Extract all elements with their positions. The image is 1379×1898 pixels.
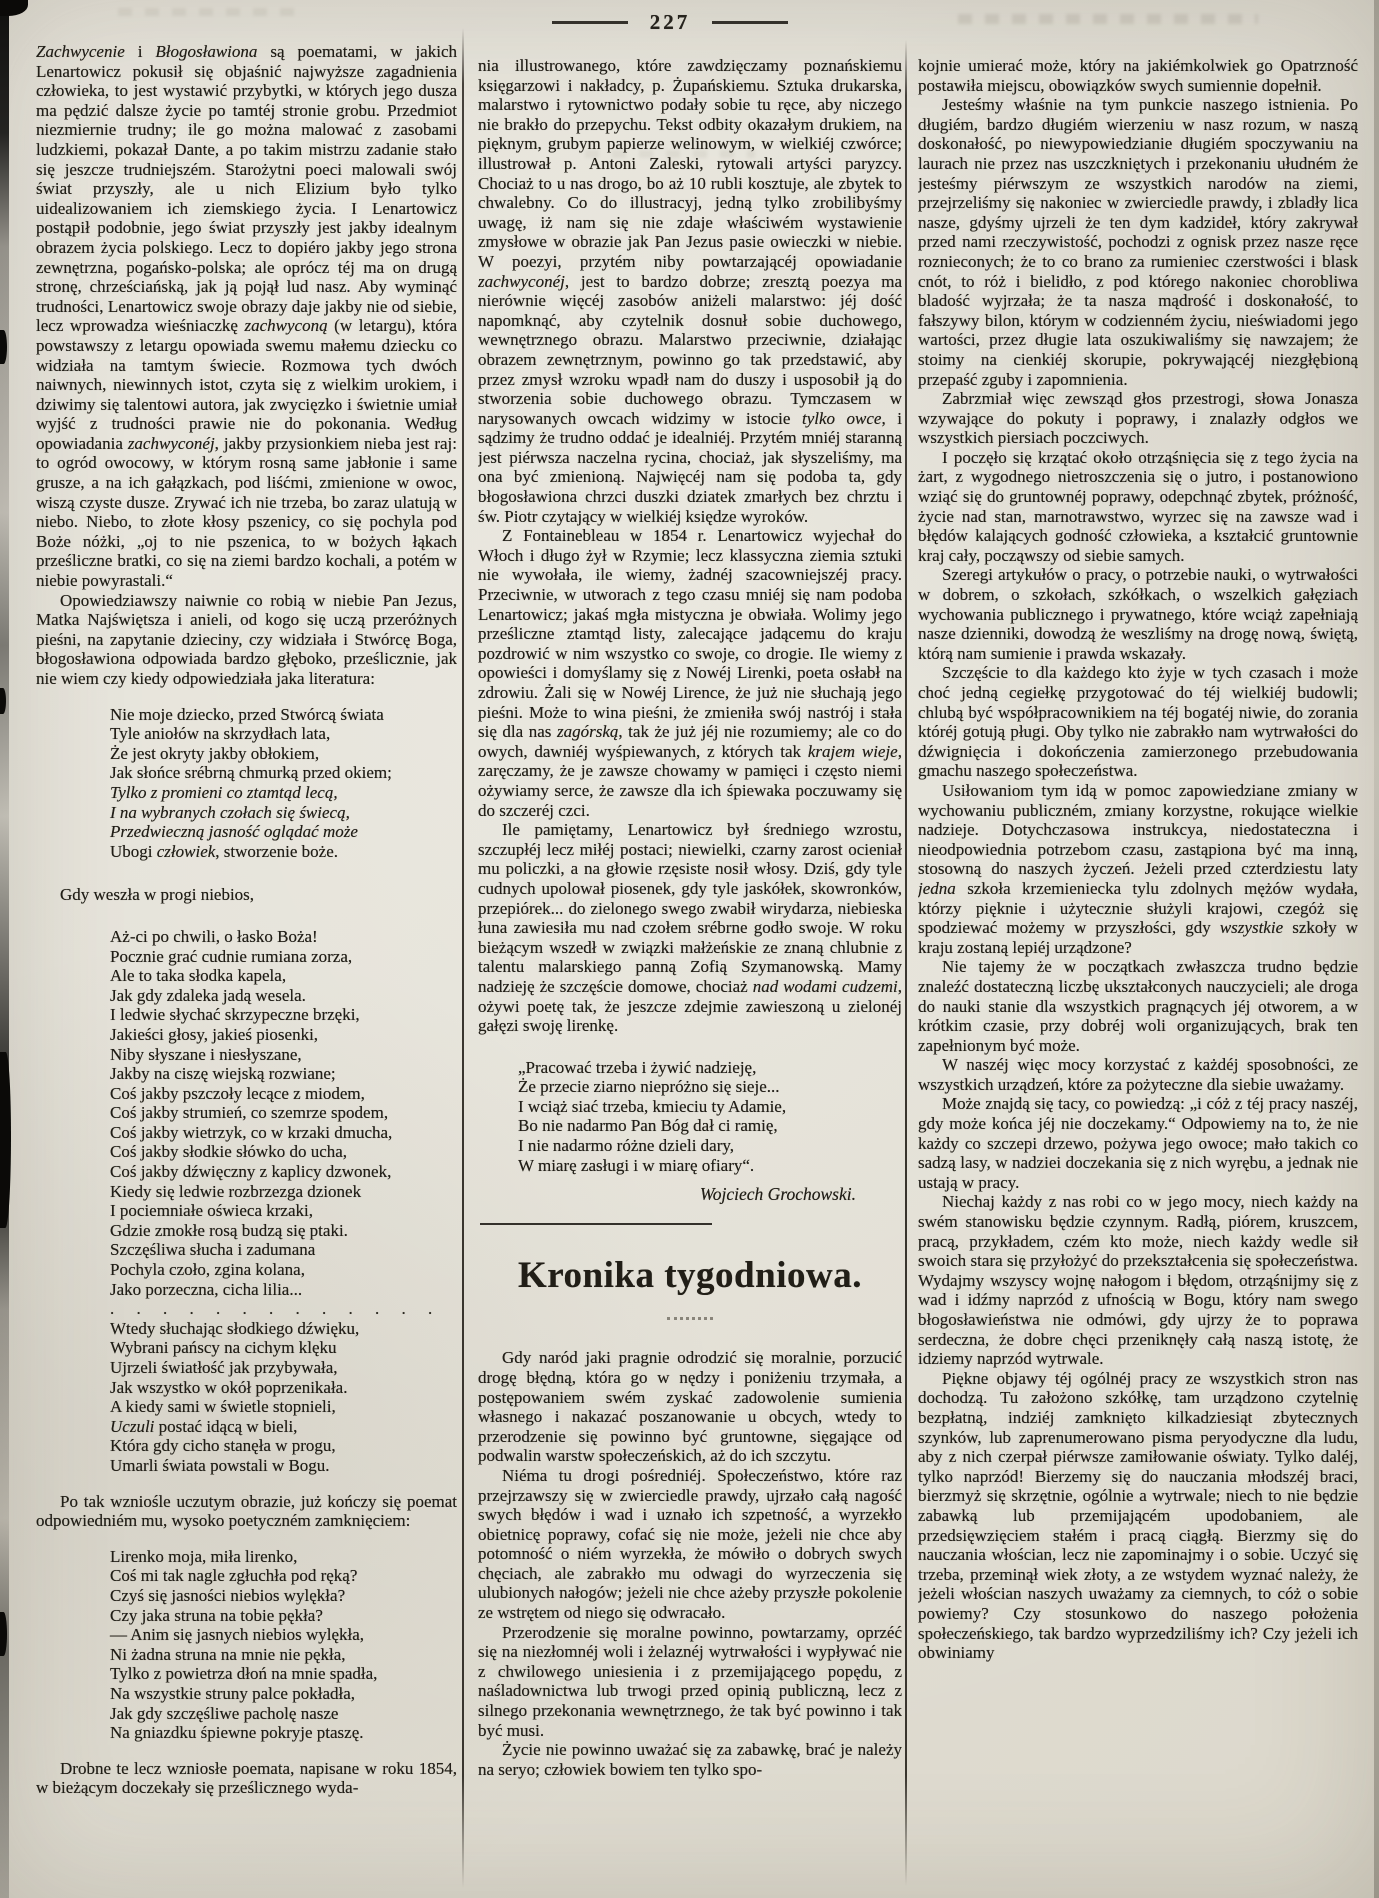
verse-line: Jakby na ciszę wiejską rozwiane; xyxy=(110,1064,336,1084)
verse-block xyxy=(110,1547,457,1743)
paragraph: Niéma tu drogi pośredniéj. Społeczeństwo, które raz przejrzawszy się w zwierciedle prawdy, ujrzało całą nagość swych błędów i wad i uznało ich szpetność, a wyrzekło obietnicę poprawy, cofać się nie może, jeżeli nie chce aby potomność o niém wyrzekła, że mówiło o dobrych swych chęciach, ale zabrakło mu odwagi do wyrzeczenia się ulubionych nałogów; jeżeli nie chce ażeby przyszłe pokolenie ze wstrętem od niego się odwracało. xyxy=(478,1465,902,1623)
paragraph: Gdy naród jaki pragnie odrodzić się moralnie, porzucić drogę błędną, która go w nędzy i poniżeniu trzymała, a postępowaniem swém zyskać zadowolenie sumienia własnego i nakazać poszanowanie u obcych, wtedy to przerodzenie się powinno być gruntowne, sięgające od podwalin warstw społeczeńskich, aż do ich szczytu. xyxy=(478,1348,902,1466)
verse-line: I wciąż siać trzeba, kmieciu ty Adamie, xyxy=(518,1096,787,1116)
paragraph: Ile pamiętamy, Lenartowicz był średniego wzrostu, szczupłéj lecz miłéj postaci; niewielki, czarny zarost ocieniał mu policzki, a na głowie rzęsiste nosił włosy. Dziś, gdy tyle cudnych upolował piosenek, gdy tyle jaskółek, skowronków, przepiórek... do zielonego swego zwabił wirydarza, niebieska łuna zawiesiła mu nad czołem srébrne godło swoje. W roku bieżącym wszedł w związki małżeńskie ze znaną chlubnie z talentu malarskiego panną Zofią Szymanowską. Mamy nadzieję że szczęście domowe, chociaż nad wodami cudzemi, ożywi poetę tak, że jeszcze zdejmie zawieszoną u zielonéj gałęzi swoję lirenkę. xyxy=(478,820,902,1036)
verse-line: Jak wszystko w okół poprzenikała. xyxy=(110,1377,348,1397)
paragraph: Zachwycenie i Błogosławiona są poematami, w jakich Lenartowicz pokusił się objaśnić najwyższe zagadnienia człowieka, to jest wystawić przybytki, w których jego dusza ma pędzić dalsze życie po tamtéj stronie grobu. Przedmiot niezmiernie trudny; ile go można malować z zasobami ludzkiemi, pokazał Dante, a po takim mistrzu zadanie stało się jeszcze trudniejszém. Starożytni poeci malowali swój świat przyszły, ale u nich Elizium było tylko uidealizowaniem ich ziemskiego życia. I Lenartowicz postąpił podobnie, jego świat przyszły jest jakby idealnym obrazem życia polskiego. Lecz to dopiéro jakby jego strona zewnętrzna, pogańsko-polska; ale oprócz téj ma on drugą stronę, chrześciańską, jak ją pojął lud nasz. Aby wyminąć trudności, Lenartowicz swoje obrazy daje jakby nie od siebie, lecz wprowadza wieśniaczkę zachwyconą (w letargu), która powstawszy z letargu opowiada swemu małemu dziecku co widziała na tamtym świecie. Rozmowa tych dwóch naiwnych, niewinnych istot, czyta się z wielkim urokiem, i dziwimy się talentowi autora, jak zwycięzko i świetnie umiał wyjść z trudności prawie nie do pokonania. Według opowiadania zachwyconéj, jakby przysionkiem nieba jest raj: to ogród owocowy, w którym rosną same jabłonie i same grusze, a na ich gałązkach, pod liśćmi, zmienione w owoc, wiszą czyste dusze. Zrywać ich nie trzeba, bo zaraz ulatują w niebo. Niebo, to złote kłosy pszenicy, co się pochyla pod Boże nóżki, „oj to nie pszenica, to w bożych łąkach prześliczne bratki, co się na ziemi bardzo kochali, a potém w niebie powyrastali.“ xyxy=(36,42,457,591)
verse-line: Coś jakby pszczoły lecące z miodem, xyxy=(110,1083,365,1103)
scan-edge-artifact-right xyxy=(1374,0,1379,1898)
verse-line: Tyle aniołów na skrzydłach lata, xyxy=(110,724,331,744)
verse-line: Jak gdy szczęśliwe pacholę nasze xyxy=(110,1703,339,1723)
verse-line: Coś jakby wietrzyk, co w krzaki dmucha, xyxy=(110,1122,393,1142)
paragraph: Jesteśmy właśnie na tym punkcie naszego istnienia. Po długiém, bardzo długiém wierzeniu w nasz rozum, w naszą doskonałość, po niewypowiedzianie długiém spoczywaniu na laurach nie przez nas uszczkniętych i przekonaniu ułudném że jesteśmy piérwszym ze wszystkich narodów na ziemi, przejrzeliśmy się nakoniec w zwierciedle prawdy, i zbladły lica nasze, gdyśmy ujrzeli że ten dym kadzideł, który zakrywał przed nami rzeczywistość, pochodzi z ognisk przez nasze ręce roznieconych; że to co brano za rumieniec czerstwości i blask cnót, to róż i bielidło, z pod którego nakoniec chorobliwa bladość wyjrzała; że ta nasza mądrość i doskonałość, to fałszywy bilon, którym w codzienném życiu, nieświadomi jego wartości, przez długie lata oszukiwaliśmy się nawzajem; że stoimy na cienkiéj skorupie, pokrywającéj niezgłębioną przepaść zguby i zapomnienia. xyxy=(918,95,1358,389)
paragraph: W naszéj więc mocy korzystać z każdéj sposobności, ze wszystkich urządzeń, które za pożyteczne dla siebie uważamy. xyxy=(918,1055,1358,1094)
column-divider xyxy=(905,40,907,1886)
page-header xyxy=(520,10,820,35)
verse-block xyxy=(110,705,457,862)
verse-line: Nie moje dziecko, przed Stwórcą świata xyxy=(110,704,384,724)
column-1 xyxy=(36,42,457,1852)
scan-ink-blob xyxy=(0,1052,11,1228)
verse-line: Że jest okryty jakby obłokiem, xyxy=(110,743,320,763)
paragraph: Po tak wzniośle uczutym obrazie, już kończy się poemat odpowiedniém mu, wysoko poetyczném zamknięciem: xyxy=(36,1491,457,1531)
verse-line: Gdzie zmokłe rosą budzą się ptaki. xyxy=(110,1220,348,1240)
show-through-smudge xyxy=(118,8,303,16)
verse-line: W miarę zasługi i w miarę ofiary“. xyxy=(518,1155,755,1175)
verse-line: Która gdy cicho stanęła w progu, xyxy=(110,1436,336,1456)
verse-line: Wtedy słuchając słodkiego dźwięku, xyxy=(110,1318,360,1338)
paragraph: Niechaj każdy z nas robi co w jego mocy, niech każdy na swém stanowisku będzie czynnym. Radłą, piórem, kruszcem, pracą, przykładem, czém kto może, niech każdy wedle sił swoich stara się przyłożyć do przekształcenia się społeczeństwa. Wydajmy wszyscy wojnę nałogom i błędom, otrząśnijmy się z wad i idźmy naprzód z ufnością w Bogu, który nam swego błogosławieństwa nie odmówi, gdy ujrzy że to poprawa serdeczna, że dobre chęci przeniknęły całą naszą istotę, że idziemy naprzód wytrwale. xyxy=(918,1192,1358,1369)
verse-line: Kiedy się ledwie rozbrzezga dzionek xyxy=(110,1181,362,1201)
paragraph: Szeregi artykułów o pracy, o potrzebie nauki, o wytrwałości w dobrem, o szkołach, szkółkach, o wszelkich gałęziach wychowania publicznego i prywatnego, które wciąż zapełniają nasze dzienniki, dowodzą że weszliśmy na drogę nową, świętą, którą nam sumienie i prawda wskazały. xyxy=(918,565,1358,663)
verse-line: Jako porzeczna, cicha lilia... xyxy=(110,1279,303,1299)
paragraph: Piękne objawy téj ogólnéj pracy ze wszystkich stron nas dochodzą. Tu założono szkółkę, tam urządzono czytelnię bezpłatną, indziéj zamknięto kilkadziesiąt zbytecznych szynków, lub zaprenumerowano pisma peryodyczne dla ludu, aby z nich czerpał piérwsze zamiłowanie oświaty. Tylko daléj, tylko naprzód! Bierzemy się do nauczania młodszéj braci, bierzmyż się skrzętnie, ogólnie a wytrwale; niech to nie będzie zabawką lub przemijającém upodobaniem, ale przedsięwzięciem stałém i pracą ciągłą. Bierzmy się do nauczania włościan, lecz nie zapominajmy i o sobie. Uczyć się trzeba, przeminął wiek złoty, a ze wstydem wyznać należy, że jeżeli włościan naszych uważamy za ciemnych, to cóż o sobie powiemy? Czy stosunkowo do naszego położenia społeczeńskiego, tak bardzo wyprzedziliśmy ich? Czy jeżeli ich obwiniamy xyxy=(918,1368,1358,1663)
verse-line: Ubogi człowiek, stworzenie boże. xyxy=(110,841,339,861)
verse-line: Czyś się jasności niebios wylękła? xyxy=(110,1585,346,1605)
paragraph: Może znajdą się tacy, co powiedzą: „i cóż z téj pracy naszéj, gdy może końca jéj nie doczekamy.“ Odpowiemy na to, że nie każdy co szczepi drzewo, pożywa jego owoce; mało takich co sadzą lasy, w nadziei doczekania się z nich wyrębu, a jednak nie ustają w pracy. xyxy=(918,1094,1358,1192)
verse-line: I nie nadarmo różne dzieli dary, xyxy=(518,1136,735,1156)
verse-line: Na gniazdku śpiewne pokryje ptaszę. xyxy=(110,1723,364,1743)
paragraph: Przerodzenie się moralne powinno, powtarzamy, oprzéć się na niezłomnéj woli i żelaznéj wytrwałości i wypływać nie z chwilowego uniesienia i z przemijającego popędu, z naśladownictwa lub trwogi przed opinią publiczną, lecz z silnego przekonania wewnętrznego, że tak być powinno i tak być musi. xyxy=(478,1622,902,1740)
paragraph: Życie nie powinno uważać się za zabawkę, brać je należy na seryo; człowiek bowiem ten tylko spo- xyxy=(478,1740,902,1779)
section-heading: Kronika tygodniowa. xyxy=(518,1255,862,1297)
paragraph: Nie tajemy że w początkach zwłaszcza trudno będzie znaleźć dostateczną liczbę ukształconych nauczycieli; ale droga do nauki stanie dla wszystkich pragnących jéj otworem, a w krótkim czasie, przy dobréj woli organizujących, brak ten zapełnionym być może. xyxy=(918,957,1358,1055)
verse-line: I pociemniałe oświeca krzaki, xyxy=(110,1201,313,1221)
scan-ink-blob xyxy=(0,0,28,16)
author-signature: Wojciech Grochowski. xyxy=(699,1184,856,1205)
ornament-mark xyxy=(667,1317,713,1320)
verse-line: I ledwie słychać skrzypeczne brzęki, xyxy=(110,1005,360,1025)
header-dash-left xyxy=(552,21,628,24)
show-through-smudge xyxy=(958,14,1258,24)
separator-rule xyxy=(480,1223,712,1226)
verse-line: Umarli świata powstali w Bogu. xyxy=(110,1455,330,1475)
verse-line: A kiedy sami w świetle stopnieli, xyxy=(110,1397,336,1417)
verse-line: „Pracować trzeba i żywić nadzieję, xyxy=(518,1057,757,1077)
verse-line: Coś jakby strumień, co szemrze spodem, xyxy=(110,1103,389,1123)
verse-block xyxy=(110,927,457,1476)
scan-ink-blob xyxy=(0,1612,7,1656)
paragraph: kojnie umierać może, który na jakiémkolwiek go Opatrzność postawiła miejscu, obowiązków swych sumiennie dopełnił. xyxy=(918,56,1358,95)
column-3 xyxy=(918,56,1358,1804)
paragraph: Zabrzmiał więc zewsząd głos przestrogi, słowa Jonasza wzywające do pokuty i poprawy, i znalazły odgłos we wszystkich piersiach poczciwych. xyxy=(918,389,1358,448)
verse-line: Tylko z powietrza dłoń na mnie spadła, xyxy=(110,1664,378,1684)
paragraph: Drobne te lecz wzniosłe poemata, napisane w roku 1854, w bieżącym doczekały się prześlicznego wyda- xyxy=(36,1758,457,1798)
verse-line: Aż-ci po chwili, o łasko Boża! xyxy=(110,926,318,946)
verse-line: Pocznie grać cudnie rumiana zorza, xyxy=(110,946,353,966)
paragraph: Usiłowaniom tym idą w pomoc zapowiedziane zmiany w wychowaniu publiczném, zmiany korzystne, rokujące wielkie nadzieje. Dotychczasowa instrukcya, niedostateczna i nieodpowiednia potrzebom czasu, zastąpiona być ma inną, stosowną do naszych życzeń. Jeżeli przed czterdziestu laty jedna szkoła krzemieniecka tylu zdolnych mężów wydała, którzy pięknie i użytecznie służyli krajowi, czegóż się spodziewać możemy w przyszłości, gdy wszystkie szkoły w kraju zostaną lepiéj urządzone? xyxy=(918,780,1358,957)
verse-line: Wybrani pańscy na cichym klęku xyxy=(110,1338,337,1358)
verse-line: Pochyla czoło, zgina kolana, xyxy=(110,1260,305,1280)
verse-line: Niby słyszane i niesłyszane, xyxy=(110,1044,302,1064)
verse-line: — Anim się jasnych niebios wylękła, xyxy=(110,1625,365,1645)
verse-line: Że przecie ziarno niepróżno się sieje... xyxy=(518,1077,780,1097)
paragraph: nia illustrowanego, które zawdzięczamy poznańskiemu księgarzowi i nakładcy, p. Żupańskiemu. Sztuka drukarska, malarstwo i rytownictwo podały sobie tu ręce, aby niczego nie brakło do przepychu. Tekst odbity okazałym drukiem, na pięknym, grubym papierze welinowym, w wielkiéj czwórce; illustrował p. Antoni Zaleski, rytowali artyści paryzcy. Chociaż to u nas drogo, bo aż 10 rubli kosztuje, ale zbytek to chwalebny. Co do illustracyj, jedną tylko zrobilibyśmy uwagę, iż nam się nie zdaje właściwém wystawienie zmysłowe w obrazie jak Pan Jezus pasie owieczki w niebie. W poezyi, przytém niby powtarzającéj opowiadanie zachwyconéj, jest to bardzo dobrze; zresztą poezya ma nierównie więcéj zasobów aniżeli malarstwo: jéj dość napomknąć, aby czytelnik dosnuł sobie duchowego, wewnętrznego obrazu. Malarstwo przeciwnie, działając obrazem zewnętrznym, powinno go tak przedstawić, aby przez zmysł wzroku wpadł nam do duszy i usposobił ją do stworzenia sobie duchowego obrazu. Tymczasem w narysowanych owcach widzimy w istocie tylko owce, i sądzimy że trudno oddać je idealniéj. Przytém mniéj staranną jest piérwsza naczelna rycina, chociaż, jak słyszeliśmy, ma ona być zmienioną. Najwięcéj nam się podoba ta, gdy błogosławiona chrzci duszki dziatek zmarłych bez chrztu i św. Piotr czytający w wielkiéj księdze wyroków. xyxy=(478,56,902,526)
verse-block xyxy=(518,1058,902,1176)
verse-line: I na wybranych czołach się świecą, xyxy=(110,802,350,822)
verse-line: Na wszystkie struny palce pokładła, xyxy=(110,1683,356,1703)
verse-line: Gdy weszła w progi niebios, xyxy=(60,885,255,905)
verse-line: Coś jakby dźwięczny z kaplicy dzwonek, xyxy=(110,1162,392,1182)
verse-line: Coś jakby słodkie słówko do ucha, xyxy=(110,1142,348,1162)
ellipsis-row: . . . . . . . . . . . . . xyxy=(110,1299,442,1319)
verse-line: Czy jaka struna na tobie pękła? xyxy=(110,1605,323,1625)
verse-line: Uczuli postać idącą w bieli, xyxy=(110,1416,298,1436)
paragraph: I poczęło się krzątać około otrząśnięcia się z tego życia na żart, z wygodnego nietroszczenia się o jutro, i postanowiono wziąć się do gruntownéj poprawy, odepchnąć zbytek, próżność, życie nad stan, marnotrawstwo, wyrzec się na zawsze wad i błędów kalających godność człowieka, a kształcić gruntownie kraj cały, począwszy od siebie samych. xyxy=(918,447,1358,565)
verse-line: Ni żadna struna na mnie nie pękła, xyxy=(110,1644,346,1664)
verse-line: Jak gdy zdaleka jadą wesela. xyxy=(110,985,306,1005)
scan-ink-blob xyxy=(0,330,7,364)
verse-line: Przedwieczną jasność oglądać może xyxy=(110,822,358,842)
paragraph: Z Fontainebleau w 1854 r. Lenartowicz wyjechał do Włoch i długo żył w Rzymie; lecz klassyczna ziemia sztuki nie wywołała, ile wiemy, żadnéj szacowniejszéj pracy. Przeciwnie, w utworach z tego czasu mniéj się nam podoba Lenartowicz; jakaś mgła mistyczna je obwiała. Wolimy jego prześliczne ztamtąd listy, zalecające jadącemu do kraju pozdrowić w nim wszystko co swoje, co drogie. Ile wiemy z opowieści i domyślamy się z Nowéj Lirenki, poeta osłabł na zdrowiu. Żali się w Nowéj Lirence, że już nie słuchają jego pieśni. Może to wina pieśni, że zmieniła swój nastrój i stała się dla nas zagórską, tak że już jéj nie rozumiemy; ale co do owych, dawniéj wyśpiewanych, z których tak krajem wieje, zaręczamy, że je zawsze chowamy w pamięci i często niemi ożywiamy serce, że zawsze dla ich śpiewaka poczuwamy się do szczeréj czci. xyxy=(478,526,902,820)
scan-ink-blob xyxy=(0,688,6,714)
verse-line: Ale to taka słodka kapela, xyxy=(110,966,287,986)
verse-line: Bo nie nadarmo Pan Bóg dał ci ramię, xyxy=(518,1116,778,1136)
verse-line: Szczęśliwa słucha i zadumana xyxy=(110,1240,316,1260)
verse-line: Jakieści głosy, jakieś piosenki, xyxy=(110,1024,319,1044)
paragraph: Szczęście to dla każdego kto żyje w tych czasach i może choć jedną cegiełkę przygotować do téj wielkiéj budowli; chlubą być współpracownikiem na téj bogatéj niwie, do zorania któréj gotują pługi. Oby tylko nie zabrakło nam wytrwałości do dźwignięcia i dokończenia zamierzonego przebudowania gmachu naszego społeczeństwa. xyxy=(918,663,1358,781)
verse-line: Jak słońce srébrną chmurką przed okiem; xyxy=(110,763,392,783)
header-dash-right xyxy=(712,21,788,24)
page-number: 227 xyxy=(649,10,691,34)
column-2 xyxy=(478,56,902,1888)
verse-line: Coś mi tak nagle zgłuchła pod ręką? xyxy=(110,1566,358,1586)
verse-line: Lirenko moja, miła lirenko, xyxy=(110,1546,298,1566)
verse-line: Ujrzeli światłość jak przybywała, xyxy=(110,1358,338,1377)
column-divider xyxy=(462,28,464,1888)
paragraph: Opowiedziawszy naiwnie co robią w niebie Pan Jezus, Matka Najświętsza i anieli, od kogo się uczą przeróżnych pieśni, na zapytanie dzieciny, czy widziała i Stwórcę Boga, błogosławiona odpowiada bardzo głęboko, prześlicznie, jak nie wiem czy kiedy odpowiedziała jaka literatura: xyxy=(36,590,457,688)
verse-line: Tylko z promieni co ztamtąd lecą, xyxy=(110,782,338,802)
